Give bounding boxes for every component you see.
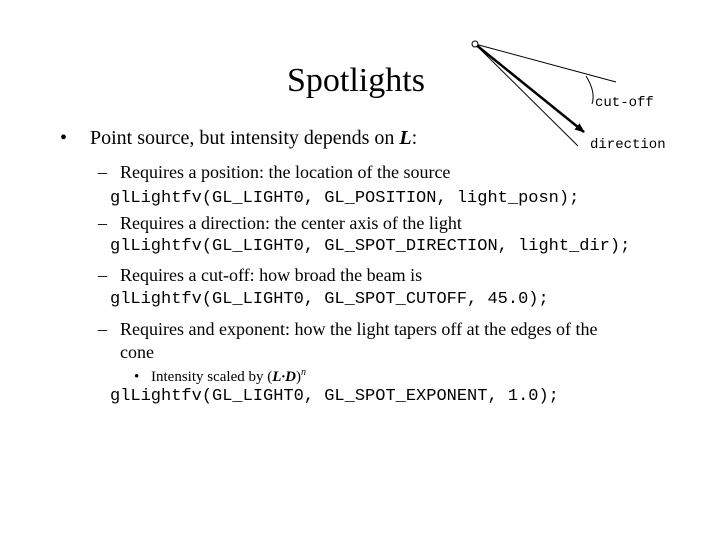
code-line-position: glLightfv(GL_LIGHT0, GL_POSITION, light_posn); <box>110 189 580 208</box>
subbullet-marker: • <box>134 369 140 385</box>
cutoff-arc <box>586 76 593 104</box>
page-title: Spotlights <box>287 62 425 99</box>
main-bullet-prefix: Point source, but intensity depends on <box>90 127 400 149</box>
sub-item-exponent-continued: cone <box>120 342 154 362</box>
main-bullet-text <box>90 127 417 150</box>
code-line-cutoff: glLightfv(GL_LIGHT0, GL_SPOT_CUTOFF, 45.0); <box>110 290 549 309</box>
direction-arrow <box>475 44 584 132</box>
dash-marker: – <box>98 213 107 233</box>
direction-label: direction <box>590 137 666 153</box>
dash-marker: – <box>98 265 107 285</box>
sub-item-text: Requires a direction: the center axis of the light <box>120 213 462 233</box>
subbullet-emphasis: L·D <box>272 369 296 385</box>
subbullet-superscript: n <box>300 367 306 378</box>
light-source-point <box>472 41 478 47</box>
sub-item-text: Requires a position: the location of the source <box>120 162 451 182</box>
cutoff-upper-line <box>475 44 616 82</box>
code-line-exponent: glLightfv(GL_LIGHT0, GL_SPOT_EXPONENT, 1.0); <box>110 387 559 406</box>
code-line-direction: glLightfv(GL_LIGHT0, GL_SPOT_DIRECTION, light_dir); <box>110 237 631 256</box>
sub-item-text: Requires and exponent: how the light tapers off at the edges of the <box>120 319 598 339</box>
dash-marker: – <box>98 162 107 182</box>
cutoff-lower-line <box>475 44 578 146</box>
main-bullet-emphasis: L <box>399 127 412 149</box>
subbullet-suffix: ) <box>295 369 301 385</box>
subbullet-prefix: Intensity scaled by ( <box>151 369 273 385</box>
bullet-marker: • <box>60 127 68 149</box>
dash-marker: – <box>98 319 107 339</box>
cutoff-label: cut-off <box>595 95 654 111</box>
sub-item-text: Requires a cut-off: how broad the beam is <box>120 265 423 285</box>
main-bullet-suffix: : <box>411 127 418 149</box>
intensity-subbullet <box>134 367 306 386</box>
